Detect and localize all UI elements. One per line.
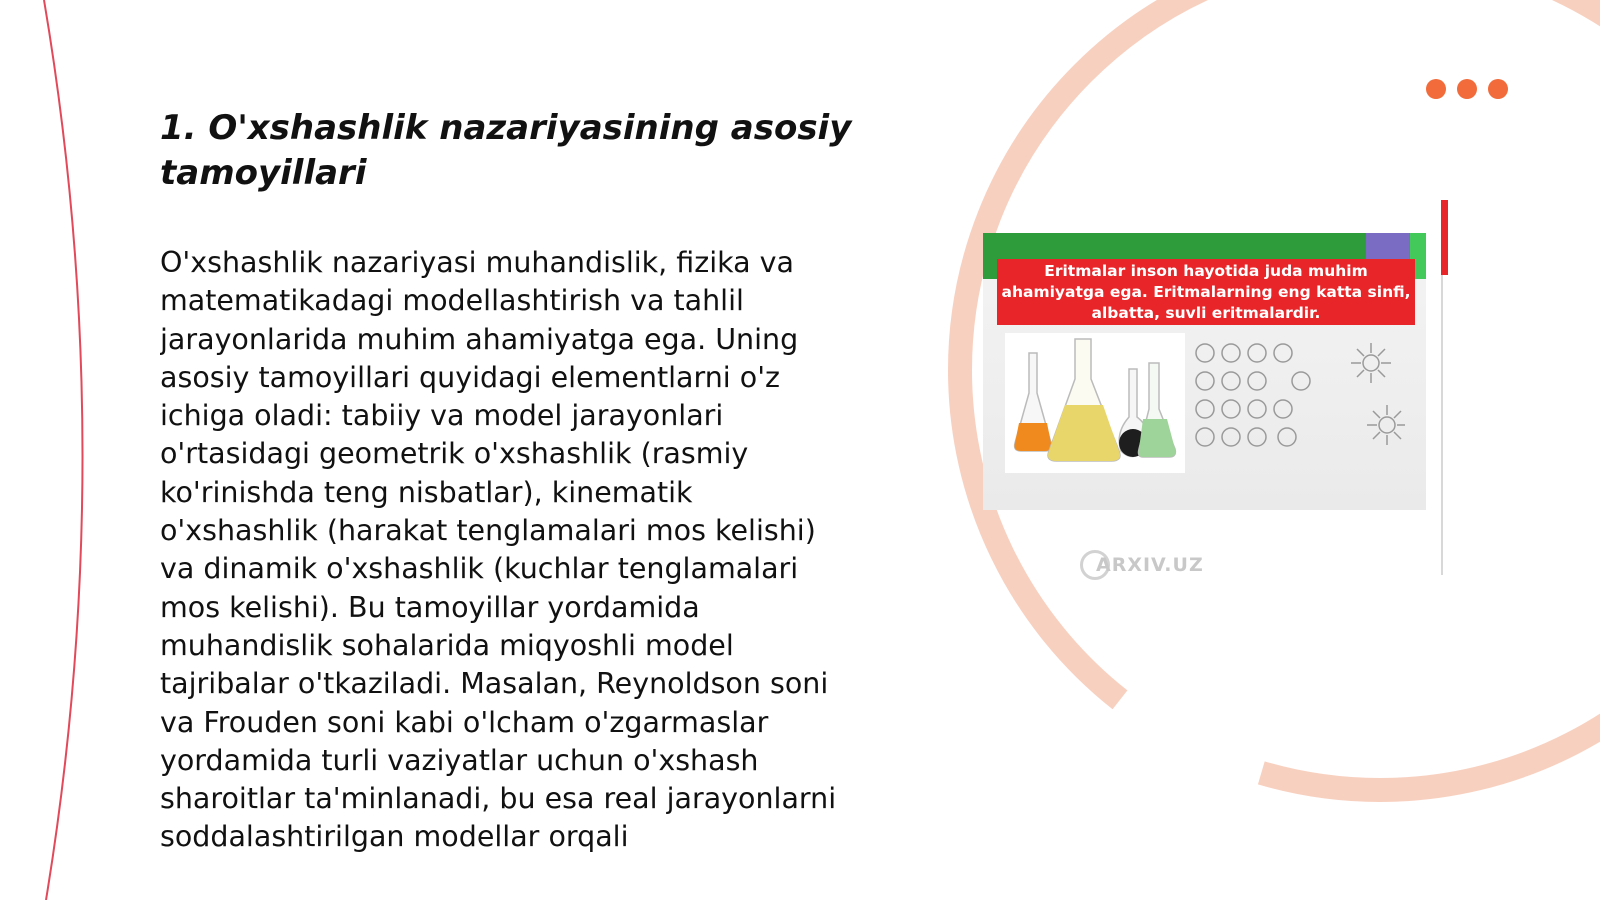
watermark-text: ARXIV.UZ (1096, 554, 1204, 576)
red-accent-bar (1441, 200, 1448, 275)
image-banner: Eritmalar inson hayotida juda muhim ahamiyatga ega. Eritmalarning eng katta sinfi, albatta, suvli eritmalardir. (997, 259, 1415, 325)
ion-molecules-diagram (1196, 343, 1405, 446)
dot-icon (1426, 79, 1446, 99)
dot-icon (1457, 79, 1477, 99)
slide-image (983, 233, 1426, 510)
left-red-curve (44, 0, 83, 900)
slide-title: 1. O'xshashlik nazariyasining asosiy tamoyillari (160, 108, 852, 193)
watermark (1080, 550, 1204, 580)
menu-dots-icon (1426, 79, 1508, 99)
dot-icon (1488, 79, 1508, 99)
gray-divider (1441, 275, 1443, 575)
flasks-illustration-icon (1005, 333, 1405, 473)
slide-body-text: O'xshashlik nazariyasi muhandislik, fizika va matematikadagi modellashtirish va tahlil jarayonlarida muhim ahamiyatga ega. Uning asosiy tamoyillari quyidagi elementlarni o'z ichiga oladi: tabiiy va model jarayonlari o'rtasidagi geometrik o'xshashlik (rasmiy ko'rinishda teng nisbatlar), kinematik o'xshashlik (harakat tenglamalari mos kelishi) va dinamik o'xshashlik (kuchlar tenglamalari mos kelishi). Bu tamoyillar yordamida muhandislik sohalarida miqyoshli model tajribalar o'tkaziladi. Masalan, Reynoldson soni va Frouden soni kabi o'lcham o'zgarmaslar yordamida turli vaziyatlar uchun o'xshash sharoitlar ta'minlanadi, bu esa real jarayonlarni soddalashtirilgan modellar orqali (160, 246, 837, 854)
